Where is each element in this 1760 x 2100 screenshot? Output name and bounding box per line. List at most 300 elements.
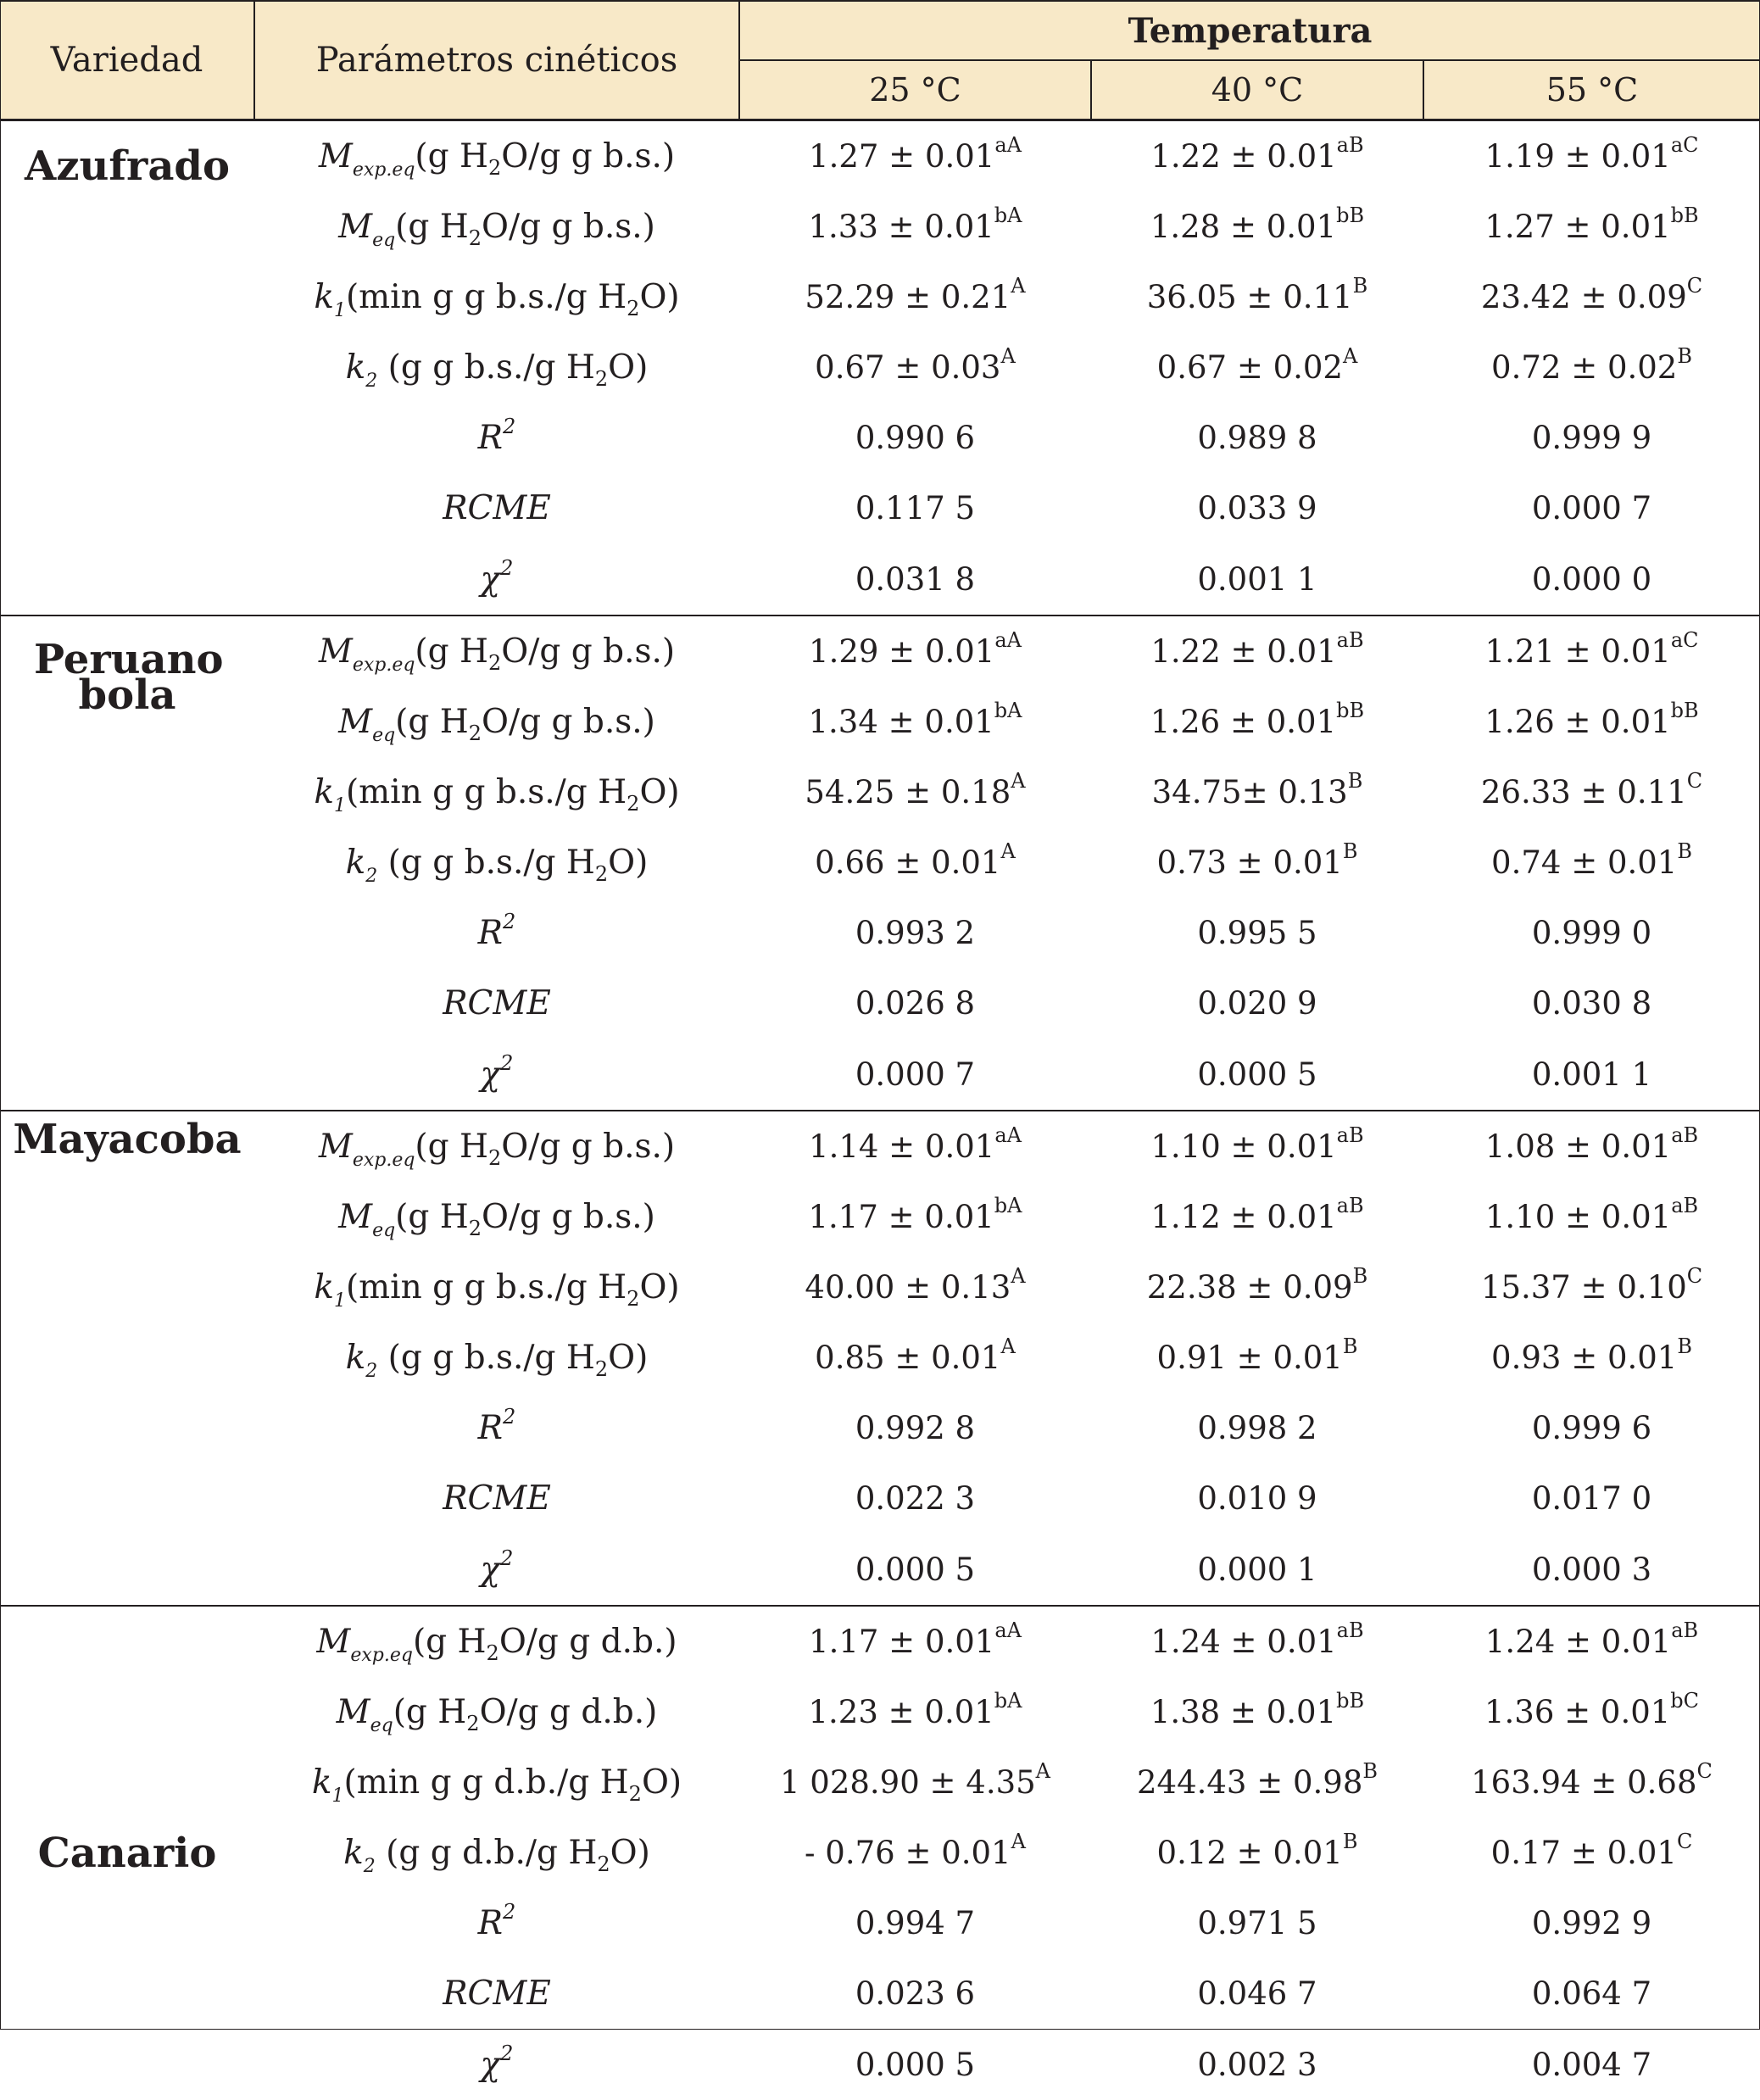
value-text: 0.971 5	[1197, 1905, 1317, 1941]
table-row	[0, 1393, 1760, 1463]
value-cell	[1423, 120, 1760, 192]
value-text: 1.22 ± 0.01	[1150, 138, 1337, 175]
value-cell	[739, 1606, 1091, 1677]
parameter-superscript: 2	[503, 1900, 516, 1924]
value-cell	[739, 968, 1091, 1039]
parameter-symbol: RCME	[443, 1479, 551, 1518]
value-text: 1.27 ± 0.01	[1484, 209, 1671, 245]
value-cell	[739, 543, 1091, 616]
value-text: 0.020 9	[1197, 985, 1317, 1022]
parameter-unit: (min g g b.s./g $H_2O$)	[345, 773, 680, 816]
value-cell	[1423, 1677, 1760, 1747]
parameter-unit: (g $H_2O/g$ g b.s.)	[395, 1198, 655, 1240]
significance-letters: A	[1011, 1830, 1026, 1853]
value-cell	[1423, 1393, 1760, 1463]
significance-letters: A	[1000, 839, 1016, 863]
value-cell	[1423, 543, 1760, 616]
parameter-label	[254, 262, 739, 332]
value-text: 1.26 ± 0.01	[1150, 704, 1337, 740]
parameter-label	[254, 120, 739, 192]
significance-letters: C	[1676, 1830, 1693, 1853]
parameter-subscript: exp.eq	[350, 1645, 413, 1666]
value-cell	[1091, 262, 1423, 332]
value-cell	[1423, 687, 1760, 757]
value-cell	[739, 1111, 1091, 1182]
value-text: 15.37 ± 0.10	[1480, 1269, 1687, 1306]
significance-letters: aB	[1336, 133, 1364, 157]
value-cell	[1091, 120, 1423, 192]
value-text: 1.38 ± 0.01	[1150, 1694, 1337, 1730]
significance-letters: bB	[1336, 1689, 1365, 1713]
header-temp-40: 40 °C	[1091, 60, 1423, 120]
significance-letters: B	[1342, 1334, 1358, 1358]
parameter-subscript: 1	[331, 1785, 344, 1807]
value-text: 0.000 5	[855, 1551, 976, 1588]
table-row	[0, 898, 1760, 968]
significance-letters: aB	[1671, 1194, 1699, 1217]
value-text: 0.73 ± 0.01	[1156, 844, 1343, 881]
table-row	[0, 687, 1760, 757]
value-text: 36.05 ± 0.11	[1146, 279, 1353, 315]
significance-letters: aB	[1671, 1618, 1699, 1642]
value-text: 0.030 8	[1531, 985, 1652, 1022]
significance-letters: aA	[994, 628, 1022, 652]
parameter-subscript: 2	[363, 1856, 376, 1877]
value-text: 1.08 ± 0.01	[1484, 1128, 1672, 1165]
significance-letters: B	[1352, 274, 1368, 298]
value-cell	[1423, 1747, 1760, 1818]
value-text: 0.000 1	[1197, 1551, 1317, 1588]
value-cell	[739, 473, 1091, 543]
value-cell	[1091, 687, 1423, 757]
parameter-unit: (min g g d.b./g $H_2O$)	[343, 1763, 682, 1806]
value-text: 0.992 9	[1531, 1905, 1652, 1941]
parameter-label	[254, 332, 739, 403]
value-text: 0.117 5	[855, 490, 976, 526]
value-text: 0.000 3	[1531, 1551, 1652, 1588]
value-cell	[1423, 898, 1760, 968]
parameter-label	[254, 968, 739, 1039]
value-text: 54.25 ± 0.18	[805, 774, 1011, 810]
value-cell	[739, 1039, 1091, 1111]
value-cell	[1423, 332, 1760, 403]
value-cell	[739, 1958, 1091, 2029]
value-cell	[1423, 1252, 1760, 1323]
parameter-unit: (g g d.b./g $H_2O$)	[375, 1834, 650, 1876]
parameter-symbol: χ	[480, 1550, 501, 1589]
significance-letters: B	[1342, 839, 1358, 863]
significance-letters: bB	[1670, 203, 1699, 227]
parameter-label	[254, 616, 739, 687]
value-text: 1.21 ± 0.01	[1484, 633, 1671, 670]
value-text: 1.17 ± 0.01	[809, 1624, 995, 1660]
value-text: 0.064 7	[1531, 1975, 1652, 2012]
parameter-subscript: eq	[372, 1220, 396, 1241]
parameter-label	[254, 2029, 739, 2100]
parameter-symbol: RCME	[443, 489, 551, 527]
parameter-unit: (g $H_2O/g$ g b.s.)	[415, 1128, 676, 1170]
parameter-label	[254, 1323, 739, 1393]
value-cell	[1091, 543, 1423, 616]
value-cell	[739, 1323, 1091, 1393]
parameter-superscript: 2	[503, 1405, 516, 1429]
value-text: 34.75± 0.13	[1151, 774, 1348, 810]
table-row	[0, 1888, 1760, 1958]
table-row	[0, 1606, 1760, 1677]
value-cell	[1091, 1747, 1423, 1818]
parameter-label	[254, 1818, 739, 1888]
table-row	[0, 473, 1760, 543]
table-row	[0, 543, 1760, 616]
parameter-label	[254, 1393, 739, 1463]
value-cell	[739, 2029, 1091, 2100]
value-cell	[1091, 473, 1423, 543]
significance-letters: B	[1347, 769, 1363, 793]
table-row	[0, 262, 1760, 332]
value-text: 0.66 ± 0.01	[815, 844, 1001, 881]
table-header	[0, 1, 1760, 120]
significance-letters: aA	[994, 1618, 1022, 1642]
value-cell	[1423, 1463, 1760, 1534]
value-text: 0.000 5	[855, 2046, 976, 2083]
parameter-superscript: 2	[500, 1546, 514, 1570]
significance-letters: A	[1011, 1264, 1026, 1288]
value-cell	[739, 1182, 1091, 1252]
variety-name: Canario	[0, 1606, 254, 2100]
parameter-unit: (g $H_2O/g$ g b.s.)	[395, 208, 655, 250]
value-text: 0.001 1	[1197, 560, 1317, 598]
parameter-symbol: χ	[480, 1055, 501, 1094]
parameter-symbol: k	[314, 1268, 334, 1306]
value-text: 1.28 ± 0.01	[1150, 209, 1337, 245]
significance-letters: B	[1677, 344, 1692, 368]
parameter-superscript: 2	[503, 415, 516, 438]
parameter-subscript: eq	[372, 230, 396, 251]
value-text: 1.24 ± 0.01	[1484, 1624, 1672, 1660]
significance-letters: aB	[1336, 1123, 1364, 1147]
value-text: 244.43 ± 0.98	[1136, 1764, 1363, 1801]
value-text: 0.033 9	[1197, 490, 1317, 526]
significance-letters: A	[1342, 344, 1358, 368]
value-text: 0.74 ± 0.01	[1491, 844, 1678, 881]
parameter-symbol: M	[318, 137, 353, 175]
parameter-superscript: 2	[503, 910, 516, 933]
parameter-label	[254, 192, 739, 262]
value-text: 0.000 7	[855, 1056, 976, 1093]
parameter-symbol: M	[336, 1693, 370, 1731]
significance-letters: bB	[1670, 699, 1699, 722]
value-cell	[739, 616, 1091, 687]
value-cell	[1091, 1039, 1423, 1111]
value-text: 0.72 ± 0.02	[1491, 349, 1678, 386]
parameter-subscript: 1	[333, 795, 346, 816]
value-cell	[1091, 403, 1423, 473]
value-text: 1.33 ± 0.01	[808, 209, 994, 245]
variety-group	[0, 120, 1760, 616]
value-text: 1.36 ± 0.01	[1484, 1694, 1671, 1730]
table-row	[0, 827, 1760, 898]
value-text: 1.24 ± 0.01	[1150, 1624, 1337, 1660]
parameter-symbol: k	[345, 1339, 366, 1377]
parameter-unit: (g g b.s./g $H_2O$)	[377, 348, 649, 391]
significance-letters: bA	[994, 203, 1022, 227]
value-text: 0.990 6	[855, 420, 976, 456]
table-row	[0, 1747, 1760, 1818]
value-text: 0.999 9	[1531, 420, 1652, 456]
parameter-unit: (g g b.s./g $H_2O$)	[377, 844, 649, 886]
value-text: 0.91 ± 0.01	[1156, 1340, 1343, 1376]
value-cell	[1423, 262, 1760, 332]
parameter-subscript: exp.eq	[352, 159, 415, 181]
value-cell	[739, 262, 1091, 332]
parameter-symbol: RCME	[443, 984, 551, 1022]
parameter-unit: (g $H_2O/g$ g b.s.)	[415, 632, 676, 675]
value-text: 0.000 7	[1531, 490, 1652, 526]
parameter-subscript: 2	[365, 1361, 378, 1382]
variety-group	[0, 616, 1760, 1111]
table-row	[0, 332, 1760, 403]
value-cell	[1091, 1252, 1423, 1323]
parameter-symbol: R	[477, 419, 504, 457]
parameter-subscript: exp.eq	[352, 1150, 415, 1171]
significance-letters: A	[1011, 274, 1026, 298]
value-text: - 0.76 ± 0.01	[805, 1835, 1011, 1871]
value-text: 1.23 ± 0.01	[808, 1694, 994, 1730]
value-cell	[739, 403, 1091, 473]
table-row	[0, 1677, 1760, 1747]
significance-letters: aC	[1670, 628, 1699, 652]
parameter-symbol: k	[345, 844, 366, 882]
value-cell	[739, 1534, 1091, 1606]
parameter-label	[254, 827, 739, 898]
header-parameters: Parámetros cinéticos	[254, 1, 739, 120]
value-text: 1 028.90 ± 4.35	[779, 1764, 1036, 1801]
value-text: 0.000 0	[1531, 560, 1652, 598]
table-row	[0, 2029, 1760, 2100]
parameter-symbol: RCME	[443, 1975, 551, 2013]
table-row	[0, 1958, 1760, 2029]
parameter-symbol: M	[338, 1198, 373, 1236]
significance-letters: aB	[1671, 1123, 1699, 1147]
header-variety: Variedad	[0, 1, 254, 120]
parameter-symbol: M	[316, 1623, 351, 1661]
value-cell	[1091, 1534, 1423, 1606]
value-cell	[1423, 1111, 1760, 1182]
significance-letters: A	[1035, 1759, 1051, 1783]
parameter-label	[254, 1252, 739, 1323]
value-cell	[1091, 192, 1423, 262]
value-cell	[1091, 827, 1423, 898]
parameter-label	[254, 403, 739, 473]
table-row	[0, 192, 1760, 262]
table-row	[0, 403, 1760, 473]
value-text: 52.29 ± 0.21	[805, 279, 1011, 315]
value-text: 0.999 0	[1531, 915, 1652, 951]
value-cell	[1091, 1111, 1423, 1182]
value-cell	[1423, 1606, 1760, 1677]
parameter-subscript: eq	[372, 725, 396, 746]
parameter-symbol: k	[311, 1763, 332, 1802]
value-cell	[739, 898, 1091, 968]
value-cell	[1423, 1182, 1760, 1252]
table-row	[0, 1039, 1760, 1111]
significance-letters: A	[1011, 769, 1026, 793]
value-text: 163.94 ± 0.68	[1471, 1764, 1697, 1801]
value-cell	[1091, 1818, 1423, 1888]
value-text: 0.998 2	[1197, 1410, 1317, 1446]
value-cell	[739, 1252, 1091, 1323]
significance-letters: B	[1677, 1334, 1692, 1358]
parameter-symbol: M	[338, 703, 373, 741]
value-cell	[1423, 827, 1760, 898]
variety-group	[0, 1606, 1760, 2100]
parameter-label	[254, 1888, 739, 1958]
value-cell	[739, 1818, 1091, 1888]
header-temperature: Temperatura	[739, 1, 1760, 60]
value-cell	[1091, 1393, 1423, 1463]
value-text: 0.989 8	[1197, 420, 1317, 456]
value-cell	[1423, 616, 1760, 687]
value-cell	[1091, 2029, 1423, 2100]
significance-letters: B	[1352, 1264, 1368, 1288]
value-cell	[1091, 1677, 1423, 1747]
table-row	[0, 1818, 1760, 1888]
parameter-label	[254, 1182, 739, 1252]
value-text: 0.995 5	[1197, 915, 1317, 951]
significance-letters: A	[1000, 344, 1016, 368]
parameter-symbol: k	[343, 1834, 364, 1872]
significance-letters: C	[1686, 769, 1703, 793]
value-text: 0.12 ± 0.01	[1156, 1835, 1343, 1871]
parameter-symbol: R	[477, 1904, 504, 1942]
significance-letters: aA	[994, 133, 1022, 157]
value-cell	[1423, 1888, 1760, 1958]
parameter-label	[254, 543, 739, 616]
value-cell	[1091, 757, 1423, 827]
value-text: 0.010 9	[1197, 1480, 1317, 1517]
parameter-label	[254, 1677, 739, 1747]
value-text: 0.022 3	[855, 1480, 976, 1517]
parameter-label	[254, 1606, 739, 1677]
parameter-label	[254, 1747, 739, 1818]
value-text: 0.999 6	[1531, 1410, 1652, 1446]
significance-letters: aA	[994, 1123, 1022, 1147]
value-text: 0.001 1	[1531, 1056, 1652, 1093]
value-text: 0.002 3	[1197, 2046, 1317, 2083]
value-cell	[1423, 1958, 1760, 2029]
significance-letters: aC	[1670, 133, 1699, 157]
value-text: 0.046 7	[1197, 1975, 1317, 2012]
parameter-unit: (g $H_2O/g$ g b.s.)	[415, 137, 676, 180]
parameter-label	[254, 1534, 739, 1606]
value-cell	[1423, 403, 1760, 473]
parameter-subscript: 1	[333, 1290, 346, 1312]
value-cell	[1091, 1323, 1423, 1393]
parameter-label	[254, 473, 739, 543]
value-cell	[1423, 1534, 1760, 1606]
significance-letters: bA	[994, 1194, 1022, 1217]
parameter-label	[254, 1039, 739, 1111]
value-cell	[739, 757, 1091, 827]
significance-letters: C	[1686, 274, 1703, 298]
significance-letters: bA	[994, 1689, 1022, 1713]
value-cell	[739, 1747, 1091, 1818]
value-cell	[1091, 1888, 1423, 1958]
value-text: 0.004 7	[1531, 2046, 1652, 2083]
parameter-symbol: R	[477, 914, 504, 952]
parameter-unit: (g $H_2O/g$ g b.s.)	[395, 703, 655, 745]
value-cell	[1423, 473, 1760, 543]
value-cell	[1423, 1323, 1760, 1393]
significance-letters: bB	[1336, 699, 1365, 722]
value-text: 1.12 ± 0.01	[1150, 1199, 1337, 1235]
value-text: 0.023 6	[855, 1975, 976, 2012]
variety-name: Peruano bola	[0, 616, 254, 1111]
value-cell	[1091, 1463, 1423, 1534]
value-text: 1.19 ± 0.01	[1484, 138, 1671, 175]
table-row	[0, 120, 1760, 192]
value-text: 40.00 ± 0.13	[805, 1269, 1011, 1306]
value-text: 0.993 2	[855, 915, 976, 951]
parameter-superscript: 2	[500, 2041, 514, 2065]
significance-letters: aB	[1336, 628, 1364, 652]
parameter-subscript: 2	[365, 866, 378, 887]
significance-letters: aB	[1336, 1618, 1364, 1642]
parameter-label	[254, 898, 739, 968]
value-text: 0.000 5	[1197, 1056, 1317, 1093]
value-text: 1.27 ± 0.01	[809, 138, 995, 175]
parameter-symbol: χ	[480, 2045, 501, 2084]
value-cell	[739, 1677, 1091, 1747]
value-text: 1.10 ± 0.01	[1150, 1128, 1337, 1165]
table-row	[0, 1182, 1760, 1252]
table-row	[0, 1534, 1760, 1606]
value-text: 1.34 ± 0.01	[808, 704, 994, 740]
value-cell	[739, 687, 1091, 757]
value-text: 1.22 ± 0.01	[1150, 633, 1337, 670]
parameter-label	[254, 1463, 739, 1534]
parameter-symbol: k	[345, 348, 366, 387]
table-row	[0, 616, 1760, 687]
table-row	[0, 968, 1760, 1039]
value-cell	[1091, 332, 1423, 403]
table-row	[0, 1323, 1760, 1393]
parameter-unit: (g $H_2O/g$ g d.b.)	[412, 1623, 677, 1665]
value-text: 0.017 0	[1531, 1480, 1652, 1517]
value-text: 1.17 ± 0.01	[808, 1199, 994, 1235]
value-cell	[739, 120, 1091, 192]
parameter-subscript: eq	[370, 1715, 393, 1736]
parameter-symbol: R	[477, 1409, 504, 1447]
value-text: 0.992 8	[855, 1410, 976, 1446]
significance-letters: bB	[1336, 203, 1365, 227]
value-cell	[1091, 968, 1423, 1039]
value-text: 23.42 ± 0.09	[1480, 279, 1687, 315]
parameter-symbol: M	[318, 632, 353, 671]
parameter-symbol: χ	[480, 560, 501, 599]
value-text: 0.93 ± 0.01	[1491, 1340, 1678, 1376]
value-text: 0.031 8	[855, 560, 976, 598]
value-text: 0.67 ± 0.03	[815, 349, 1001, 386]
parameter-symbol: M	[338, 208, 373, 246]
parameter-subscript: 2	[365, 370, 378, 392]
value-cell	[1091, 1606, 1423, 1677]
parameter-superscript: 2	[500, 555, 514, 580]
value-cell	[1423, 2029, 1760, 2100]
parameter-unit: (g $H_2O/g$ g d.b.)	[393, 1693, 658, 1735]
significance-letters: aB	[1336, 1194, 1364, 1217]
value-text: 22.38 ± 0.09	[1146, 1269, 1353, 1306]
